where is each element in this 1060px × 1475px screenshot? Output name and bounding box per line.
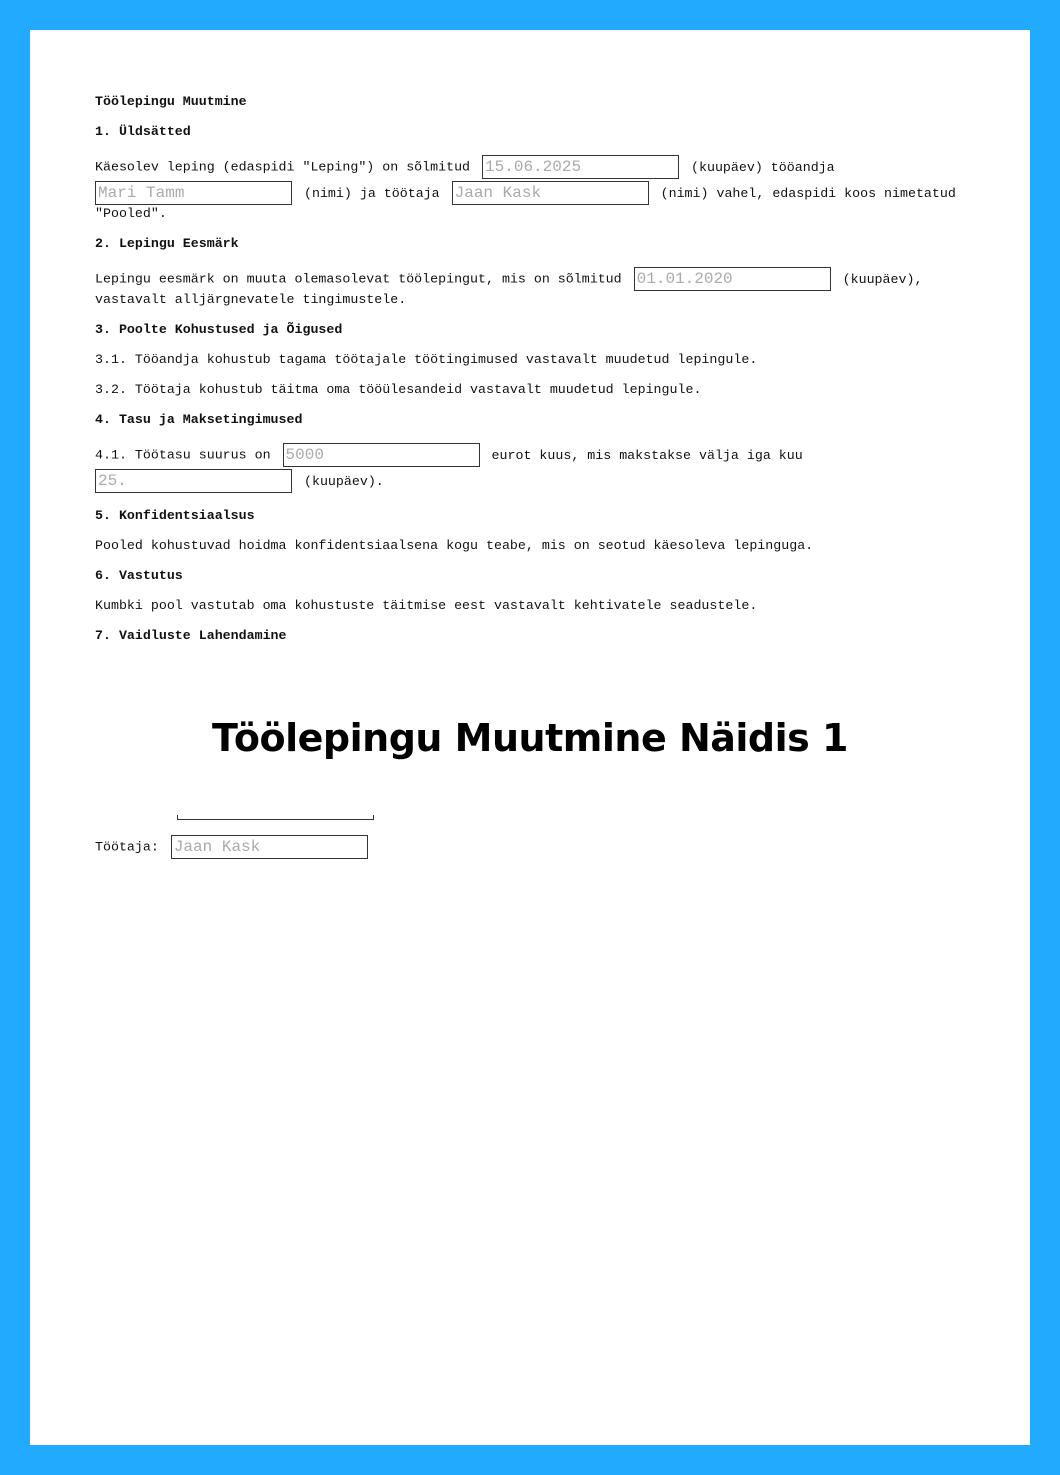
section-3-item-2: 3.2. Töötaja kohustub täitma oma tööülesandeid vastavalt muudetud lepingule. xyxy=(95,382,702,397)
document-page xyxy=(30,30,1030,1445)
section-3-heading: 3. Poolte Kohustused ja Õigused xyxy=(95,322,343,337)
section-4-text: 4.1. Töötasu suurus on xyxy=(95,447,271,463)
section-1-line-2 xyxy=(95,181,956,205)
title-banner xyxy=(30,660,1030,815)
document-title: Töölepingu Muutmine xyxy=(95,94,247,109)
signature-employee-label: Töötaja: xyxy=(95,839,159,855)
agreement-date-field[interactable]: 15.06.2025 xyxy=(482,155,679,179)
signature-line-employee xyxy=(95,835,368,859)
section-2-text: (kuupäev), xyxy=(842,271,923,287)
section-2-text: vastavalt alljärgnevatele tingimustele. xyxy=(95,292,407,307)
section-2-heading: 2. Lepingu Eesmärk xyxy=(95,236,239,251)
section-1-text: (nimi) ja töötaja xyxy=(303,185,440,201)
section-1-text: (nimi) vahel, edaspidi koos nimetatud xyxy=(660,185,956,201)
section-4-line-2 xyxy=(95,469,384,493)
section-6-heading: 6. Vastutus xyxy=(95,568,183,583)
original-contract-date-field[interactable]: 01.01.2020 xyxy=(634,267,831,291)
section-4-line-1 xyxy=(95,443,803,467)
section-4-text: (kuupäev). xyxy=(303,473,384,489)
section-2-line-1 xyxy=(95,267,922,291)
section-4-text: eurot kuus, mis makstakse välja iga kuu xyxy=(491,447,803,463)
section-1-text: "Pooled". xyxy=(95,206,167,221)
employer-name-field[interactable]: Mari Tamm xyxy=(95,181,292,205)
section-5-text: Pooled kohustuvad hoidma konfidentsiaalsena kogu teabe, mis on seotud käesoleva lepinguga. xyxy=(95,538,814,553)
section-1-line-1 xyxy=(95,155,835,179)
section-3-item-1: 3.1. Tööandja kohustub tagama töötajale töötingimused vastavalt muudetud lepingule. xyxy=(95,352,758,367)
section-1-text: Käesolev leping (edaspidi "Leping") on sõlmitud xyxy=(95,159,471,175)
section-6-text: Kumbki pool vastutab oma kohustuste täitmise eest vastavalt kehtivatele seadustele. xyxy=(95,598,758,613)
salary-field[interactable]: 5000 xyxy=(283,443,480,467)
section-4-heading: 4. Tasu ja Maksetingimused xyxy=(95,412,303,427)
section-1-text: (kuupäev) tööandja xyxy=(691,159,835,175)
payday-field[interactable]: 25. xyxy=(95,469,292,493)
banner-title: Töölepingu Muutmine Näidis 1 xyxy=(212,715,848,760)
section-5-heading: 5. Konfidentsiaalsus xyxy=(95,508,255,523)
section-2-text: Lepingu eesmärk on muuta olemasolevat töölepingut, mis on sõlmitud xyxy=(95,271,622,287)
section-1-heading: 1. Üldsätted xyxy=(95,124,191,139)
signature-employee-field[interactable]: Jaan Kask xyxy=(171,835,368,859)
employee-name-field[interactable]: Jaan Kask xyxy=(452,181,649,205)
section-7-heading: 7. Vaidluste Lahendamine xyxy=(95,628,287,643)
